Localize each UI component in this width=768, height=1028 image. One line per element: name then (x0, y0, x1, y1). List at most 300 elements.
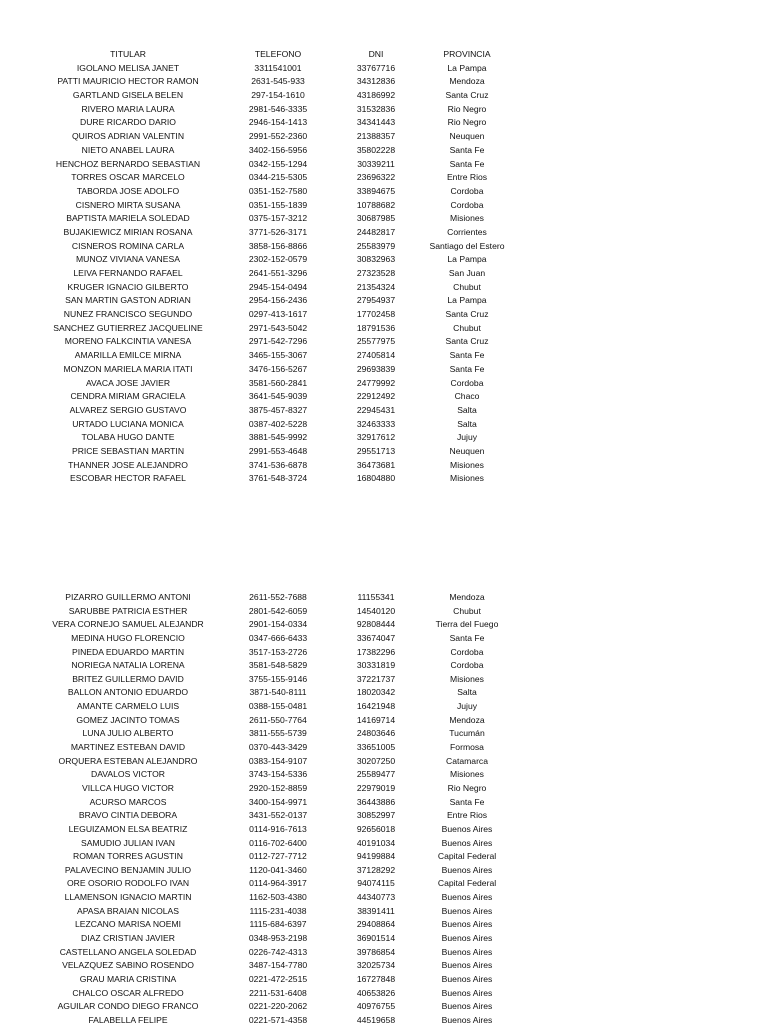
provincia-cell: Tucumán (449, 728, 485, 739)
table-row (0, 782, 768, 796)
dni-cell: 30852997 (356, 810, 396, 821)
titular-cell: PRICE SEBASTIAN MARTIN (71, 445, 185, 456)
telefono-cell: 2991-552-2360 (248, 131, 308, 142)
titular-cell: LUNA JULIO ALBERTO (82, 728, 174, 739)
provincia-cell: Santa Cruz (445, 309, 489, 320)
telefono-cell: 0375-157-3212 (248, 213, 308, 224)
titular-cell: PIZARRO GUILLERMO ANTONI (65, 592, 191, 602)
telefono-cell: 0370-443-3429 (248, 742, 308, 753)
table-row (0, 673, 768, 687)
provincia-cell: San Juan (448, 268, 486, 278)
table-row (0, 431, 768, 445)
provincia-cell: Santa Fe (449, 158, 485, 169)
dni-cell: 21354324 (356, 281, 396, 292)
provincia-cell: Cordoba (450, 646, 484, 657)
provincia-cell: Mendoza (449, 714, 485, 725)
telefono-cell: 0226-742-4313 (248, 946, 308, 957)
titular-cell: BRITEZ GUILLERMO DAVID (72, 673, 184, 684)
titular-cell: SANCHEZ GUTIERREZ JACQUELINE (53, 322, 203, 333)
table-row (0, 116, 768, 130)
provincia-cell: Capital Federal (437, 851, 497, 862)
telefono-cell: 3476-156-5267 (248, 363, 308, 374)
dni-cell: 27405814 (356, 350, 396, 361)
dni-cell: 27954937 (356, 295, 396, 306)
provincia-cell: Buenos Aires (441, 1014, 493, 1025)
dni-cell: 94074115 (357, 878, 395, 889)
dni-cell: 24482817 (356, 226, 396, 237)
provincia-cell: Tierra del Fuego (435, 619, 499, 630)
dni-cell: 32025734 (356, 960, 396, 971)
titular-cell: CASTELLANO ANGELA SOLEDAD (59, 946, 197, 957)
titular-cell: LEZCANO MARISA NOEMI (74, 919, 181, 930)
table-row (0, 714, 768, 728)
titular-cell: MARTINEZ ESTEBAN DAVID (70, 742, 186, 753)
telefono-cell: 2920-152-8859 (248, 782, 308, 793)
table-row (0, 240, 768, 254)
titular-cell: BUJAKIEWICZ MIRIAN ROSANA (63, 226, 193, 237)
dni-cell: 16727848 (356, 973, 396, 984)
dni-cell: 31532836 (356, 103, 396, 114)
titular-cell: GOMEZ JACINTO TOMAS (76, 714, 180, 725)
table-row (0, 459, 768, 473)
provincia-cell: Santiago del Estero (429, 240, 505, 251)
provincia-cell: Mendoza (449, 592, 485, 602)
dni-cell: 18791536 (356, 322, 396, 333)
telefono-cell: 0221-220-2062 (248, 1001, 308, 1012)
provincia-cell: Buenos Aires (441, 973, 493, 984)
table-row (0, 294, 768, 308)
titular-cell: URTADO LUCIANA MONICA (72, 418, 184, 429)
provincia-cell: Santa Fe (449, 632, 485, 643)
titular-cell: GARTLAND GISELA BELEN (72, 90, 184, 101)
telefono-cell: 3755-155-9146 (248, 673, 308, 684)
table-row (0, 659, 768, 673)
provincia-cell: Salta (457, 404, 477, 415)
telefono-cell: 1120-041-3460 (249, 864, 307, 875)
titular-cell: DAVALOS VICTOR (90, 769, 166, 780)
titular-cell: BRAVO CINTIA DEBORA (78, 810, 178, 821)
provincia-cell: Salta (457, 687, 477, 698)
table-body (0, 62, 768, 486)
provincia-cell: Santa Fe (449, 363, 485, 374)
telefono-cell: 0342-155-1294 (248, 158, 308, 169)
titular-cell: VERA CORNEJO SAMUEL ALEJANDR (52, 619, 204, 630)
provincia-cell: Misiones (450, 473, 484, 484)
dni-cell: 33651005 (356, 742, 396, 753)
telefono-cell: 0221-472-2515 (248, 973, 308, 984)
dni-cell: 40976755 (356, 1001, 396, 1012)
telefono-cell: 1115-231-4038 (249, 905, 307, 916)
table-row (0, 905, 768, 919)
table-row (0, 62, 768, 76)
telefono-cell: 3875-457-8327 (248, 404, 308, 415)
provincia-cell: Rio Negro (447, 103, 487, 114)
provincia-cell: La Pampa (447, 254, 487, 265)
titular-cell: HENCHOZ BERNARDO SEBASTIAN (55, 158, 201, 169)
telefono-cell: 3641-545-9039 (248, 391, 308, 402)
provincia-cell: Jujuy (456, 432, 478, 443)
table-row (0, 891, 768, 905)
table-row (0, 349, 768, 363)
table-row (0, 646, 768, 660)
telefono-cell: 0114-964-3917 (249, 878, 307, 889)
table-row (0, 877, 768, 891)
telefono-cell: 0344-215-5305 (248, 172, 308, 183)
header-dni: DNI (368, 49, 384, 59)
titular-cell: NIETO ANABEL LAURA (81, 144, 175, 155)
titular-cell: DURE RICARDO DARIO (80, 117, 176, 128)
provincia-cell: Formosa (450, 742, 484, 753)
provincia-cell: Santa Fe (449, 144, 485, 155)
provincia-cell: Rio Negro (447, 117, 487, 128)
table-row (0, 212, 768, 226)
dni-cell: 30207250 (356, 755, 396, 766)
table-body (0, 591, 768, 1028)
telefono-cell: 3761-548-3724 (248, 473, 308, 484)
telefono-cell: 2611-552-7688 (249, 592, 307, 602)
titular-cell: MUNOZ VIVIANA VANESA (76, 254, 180, 265)
titular-cell: CENDRA MIRIAM GRACIELA (70, 391, 186, 402)
header-provincia: PROVINCIA (443, 49, 491, 59)
titular-cell: TABORDA JOSE ADOLFO (76, 185, 180, 196)
telefono-cell: 2981-546-3335 (248, 103, 308, 114)
table-row (0, 837, 768, 851)
titular-cell: MONZON MARIELA MARIA ITATI (63, 363, 193, 374)
telefono-cell: 2946-154-1413 (248, 117, 308, 128)
titular-cell: ESCOBAR HECTOR RAFAEL (70, 473, 186, 484)
dni-cell: 35802228 (356, 144, 396, 155)
telefono-cell: 2641-551-3296 (248, 268, 308, 278)
table-row (0, 171, 768, 185)
table-row (0, 864, 768, 878)
dni-cell: 30832963 (356, 254, 396, 265)
table-row (0, 946, 768, 960)
telefono-cell: 0351-155-1839 (248, 199, 308, 210)
telefono-cell: 2211-531-6408 (249, 987, 307, 998)
provincia-cell: Cordoba (450, 377, 484, 388)
telefono-cell: 3402-156-5956 (248, 144, 308, 155)
dni-cell: 33674047 (356, 632, 396, 643)
titular-cell: SAMUDIO JULIAN IVAN (81, 837, 175, 848)
telefono-cell: 2954-156-2436 (248, 295, 308, 306)
table-row (0, 700, 768, 714)
titular-cell: ORE OSORIO RODOLFO IVAN (66, 878, 190, 889)
table-row (0, 199, 768, 213)
table-row (0, 973, 768, 987)
telefono-cell: 3871-540-8111 (249, 687, 307, 698)
dni-cell: 30339211 (357, 158, 395, 169)
provincia-cell: Misiones (450, 769, 484, 780)
dni-cell: 14169714 (356, 714, 396, 725)
table-row (0, 727, 768, 741)
titular-cell: LEGUIZAMON ELSA BEATRIZ (68, 823, 188, 834)
table-row (0, 404, 768, 418)
dni-cell: 16421948 (356, 701, 396, 712)
titular-cell: AMANTE CARMELO LUIS (76, 701, 180, 712)
telefono-cell: 0347-666-6433 (248, 632, 308, 643)
table-row (0, 75, 768, 89)
telefono-cell: 2611-550-7764 (249, 714, 307, 725)
telefono-cell: 0387-402-5228 (248, 418, 308, 429)
table-row (0, 158, 768, 172)
table-row (0, 322, 768, 336)
telefono-cell: 0114-916-7613 (249, 823, 307, 834)
provincia-cell: Catamarca (445, 755, 489, 766)
provincia-cell: Santa Fe (449, 350, 485, 361)
titular-cell: VILLCA HUGO VICTOR (81, 782, 174, 793)
table-row (0, 103, 768, 117)
telefono-cell: 3771-526-3171 (248, 226, 308, 237)
provincia-cell: Buenos Aires (441, 919, 493, 930)
dni-cell: 24803646 (356, 728, 396, 739)
provincia-cell: Santa Cruz (445, 90, 489, 101)
provincia-cell: Buenos Aires (441, 946, 493, 957)
titular-cell: LEIVA FERNANDO RAFAEL (73, 268, 183, 278)
provincia-cell: Corrientes (447, 226, 487, 237)
telefono-cell: 3400-154-9971 (248, 796, 308, 807)
dni-cell: 92808444 (356, 619, 396, 630)
titular-cell: TOLABA HUGO DANTE (81, 432, 175, 443)
dni-cell: 37221737 (356, 673, 396, 684)
dni-cell: 39786854 (356, 946, 396, 957)
provincia-cell: Neuquen (449, 131, 485, 142)
titular-cell: CHALCO OSCAR ALFREDO (72, 987, 184, 998)
dni-cell: 17702458 (356, 309, 396, 320)
provincia-cell: Buenos Aires (441, 837, 493, 848)
dni-cell: 36473681 (356, 459, 396, 470)
telefono-cell: 2945-154-0494 (248, 281, 308, 292)
titular-cell: LLAMENSON IGNACIO MARTIN (64, 892, 192, 903)
titular-cell: AMARILLA EMILCE MIRNA (74, 350, 182, 361)
titular-cell: KRUGER IGNACIO GILBERTO (67, 281, 189, 292)
titular-cell: DIAZ CRISTIAN JAVIER (81, 933, 175, 944)
dni-cell: 22945431 (356, 404, 396, 415)
table-row (0, 390, 768, 404)
telefono-cell: 0221-571-4358 (248, 1014, 308, 1025)
titular-cell: THANNER JOSE ALEJANDRO (68, 459, 188, 470)
titular-cell: BAPTISTA MARIELA SOLEDAD (66, 213, 190, 224)
telefono-cell: 0297-413-1617 (248, 309, 308, 320)
provincia-cell: Rio Negro (447, 782, 487, 793)
titular-cell: VELAZQUEZ SABINO ROSENDO (62, 960, 194, 971)
provincia-cell: Salta (457, 418, 477, 429)
table-header-row (0, 48, 768, 62)
telefono-cell: 3581-548-5829 (248, 660, 308, 671)
telefono-cell: 2991-553-4648 (248, 445, 308, 456)
provincia-cell: Buenos Aires (441, 1001, 493, 1012)
dni-cell: 18020342 (356, 687, 396, 698)
table-row (0, 987, 768, 1001)
table-row (0, 281, 768, 295)
telefono-cell: 2971-542-7296 (248, 336, 308, 347)
dni-cell: 29693839 (356, 363, 396, 374)
table-row (0, 932, 768, 946)
titular-cell: QUIROS ADRIAN VALENTIN (71, 131, 185, 142)
table-row (0, 472, 768, 486)
titular-cell: CISNEROS ROMINA CARLA (71, 240, 185, 251)
dni-cell: 43186992 (356, 90, 396, 101)
provincia-cell: Entre Rios (446, 810, 488, 821)
provincia-cell: Buenos Aires (441, 905, 493, 916)
table-row (0, 632, 768, 646)
dni-cell: 17382296 (356, 646, 396, 657)
dni-cell: 29408864 (356, 919, 396, 930)
dni-cell: 11155341 (357, 592, 395, 602)
dni-cell: 10788682 (356, 199, 396, 210)
dni-cell: 40653826 (356, 987, 396, 998)
dni-cell: 44519658 (356, 1014, 396, 1025)
provincia-cell: Jujuy (456, 701, 478, 712)
dni-cell: 22979019 (356, 782, 396, 793)
titular-cell: NUNEZ FRANCISCO SEGUNDO (63, 309, 193, 320)
titular-cell: SAN MARTIN GASTON ADRIAN (65, 295, 191, 306)
provincia-cell: Buenos Aires (441, 892, 493, 903)
telefono-cell: 0116-702-6400 (249, 837, 307, 848)
titular-cell: FALABELLA FELIPE (88, 1014, 168, 1025)
header-titular: TITULAR (110, 49, 146, 59)
contacts-table-2 (0, 591, 768, 1028)
titular-cell: PALAVECINO BENJAMIN JULIO (64, 864, 192, 875)
contacts-table-1 (0, 48, 768, 486)
provincia-cell: Buenos Aires (441, 823, 493, 834)
titular-cell: AGUILAR CONDO DIEGO FRANCO (57, 1001, 199, 1012)
telefono-cell: 2631-545-933 (251, 76, 305, 87)
titular-cell: BALLON ANTONIO EDUARDO (67, 687, 189, 698)
table-row (0, 850, 768, 864)
dni-cell: 33767716 (356, 62, 396, 73)
dni-cell: 24779992 (356, 377, 396, 388)
telefono-cell: 3858-156-8866 (248, 240, 308, 251)
table-row (0, 308, 768, 322)
titular-cell: ALVAREZ SERGIO GUSTAVO (69, 404, 187, 415)
telefono-cell: 3465-155-3067 (248, 350, 308, 361)
telefono-cell: 0388-155-0481 (248, 701, 308, 712)
provincia-cell: Misiones (450, 213, 484, 224)
table-row (0, 185, 768, 199)
provincia-cell: Misiones (450, 459, 484, 470)
dni-cell: 38391411 (357, 905, 395, 916)
titular-cell: ORQUERA ESTEBAN ALEJANDRO (58, 755, 198, 766)
provincia-cell: Santa Cruz (445, 336, 489, 347)
dni-cell: 34312836 (356, 76, 396, 87)
table-row (0, 335, 768, 349)
provincia-cell: Santa Fe (449, 796, 485, 807)
provincia-cell: Cordoba (450, 660, 484, 671)
dni-cell: 94199884 (356, 851, 396, 862)
titular-cell: PATTI MAURICIO HECTOR RAMON (57, 76, 199, 87)
provincia-cell: Buenos Aires (441, 933, 493, 944)
table-row (0, 130, 768, 144)
dni-cell: 23696322 (356, 172, 396, 183)
table-row (0, 686, 768, 700)
titular-cell: MEDINA HUGO FLORENCIO (71, 632, 185, 643)
table-row (0, 796, 768, 810)
dni-cell: 32917612 (356, 432, 396, 443)
table-row (0, 1014, 768, 1028)
provincia-cell: Cordoba (450, 199, 484, 210)
telefono-cell: 3743-154-5336 (248, 769, 308, 780)
table-row (0, 741, 768, 755)
dni-cell: 33894675 (356, 185, 396, 196)
table-row (0, 755, 768, 769)
dni-cell: 22912492 (356, 391, 396, 402)
provincia-cell: Chubut (453, 605, 481, 616)
telefono-cell: 297-154-1610 (251, 90, 305, 101)
telefono-cell: 3741-536-6878 (248, 459, 308, 470)
dni-cell: 40191034 (356, 837, 396, 848)
provincia-cell: Chubut (453, 322, 481, 333)
titular-cell: ACURSO MARCOS (89, 796, 167, 807)
telefono-cell: 0348-953-2198 (248, 933, 308, 944)
table-row (0, 253, 768, 267)
table-row (0, 618, 768, 632)
table-row (0, 363, 768, 377)
titular-cell: IGOLANO MELISA JANET (76, 62, 180, 73)
table-row (0, 1000, 768, 1014)
provincia-cell: La Pampa (447, 295, 487, 306)
table-row (0, 809, 768, 823)
provincia-cell: Chubut (453, 281, 481, 292)
dni-cell: 34341443 (356, 117, 396, 128)
titular-cell: AVACA JOSE JAVIER (85, 377, 171, 388)
dni-cell: 92656018 (356, 823, 396, 834)
table-row (0, 377, 768, 391)
telefono-cell: 3487-154-7780 (248, 960, 308, 971)
titular-cell: NORIEGA NATALIA LORENA (71, 660, 185, 671)
titular-cell: PINEDA EDUARDO MARTIN (71, 646, 185, 657)
titular-cell: RIVERO MARIA LAURA (81, 103, 175, 114)
provincia-cell: Chaco (454, 391, 480, 402)
dni-cell: 16804880 (356, 473, 396, 484)
provincia-cell: Entre Rios (446, 172, 488, 183)
table-row (0, 144, 768, 158)
dni-cell: 14540120 (356, 605, 396, 616)
dni-cell: 30331819 (356, 660, 396, 671)
dni-cell: 25577975 (356, 336, 396, 347)
dni-cell: 25589477 (356, 769, 396, 780)
dni-cell: 37128292 (356, 864, 396, 875)
telefono-cell: 3311541001 (254, 62, 302, 73)
header-telefono: TELEFONO (254, 49, 302, 59)
telefono-cell: 2801-542-6059 (248, 605, 308, 616)
table-row (0, 918, 768, 932)
table-row (0, 445, 768, 459)
dni-cell: 27323528 (356, 268, 396, 278)
dni-cell: 44340773 (356, 892, 396, 903)
telefono-cell: 0351-152-7580 (248, 185, 308, 196)
titular-cell: CISNERO MIRTA SUSANA (75, 199, 181, 210)
provincia-cell: La Pampa (447, 62, 487, 73)
table-row (0, 768, 768, 782)
provincia-cell: Cordoba (450, 185, 484, 196)
telefono-cell: 3881-545-9992 (248, 432, 308, 443)
table-row (0, 226, 768, 240)
table-row (0, 591, 768, 605)
table-row (0, 89, 768, 103)
telefono-cell: 3811-555-5739 (249, 728, 307, 739)
table-row (0, 605, 768, 619)
dni-cell: 32463333 (356, 418, 396, 429)
telefono-cell: 1115-684-6397 (249, 919, 307, 930)
provincia-cell: Neuquen (449, 445, 485, 456)
dni-cell: 36901514 (356, 933, 396, 944)
telefono-cell: 3581-560-2841 (248, 377, 308, 388)
titular-cell: GRAU MARIA CRISTINA (79, 973, 177, 984)
table-row (0, 267, 768, 281)
provincia-cell: Buenos Aires (441, 960, 493, 971)
dni-cell: 25583979 (356, 240, 396, 251)
provincia-cell: Misiones (450, 673, 484, 684)
